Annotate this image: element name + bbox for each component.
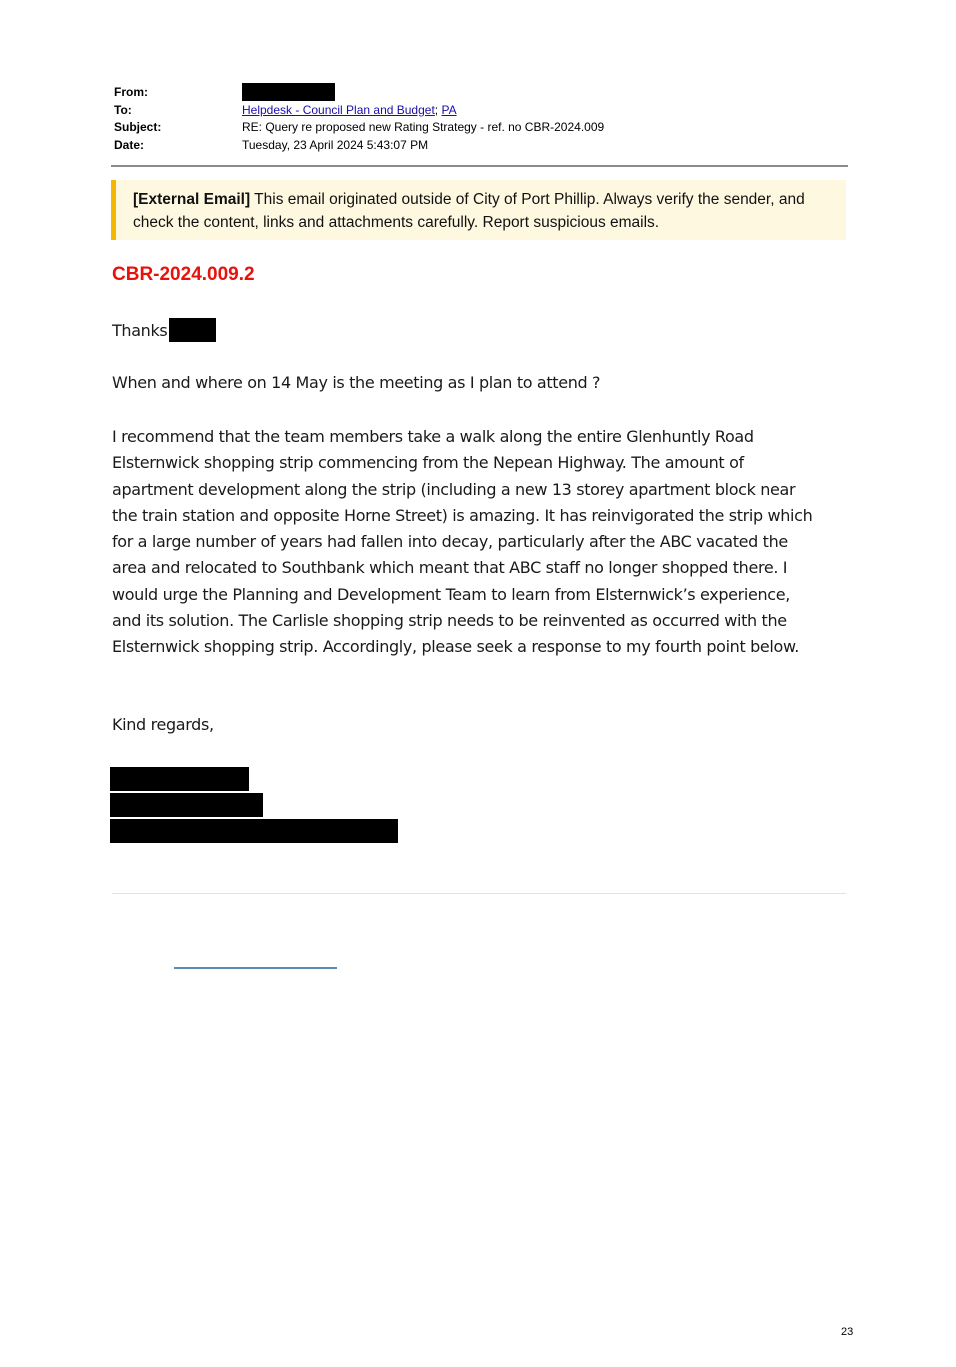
to-separator: ;	[434, 102, 442, 117]
footer-divider	[112, 893, 846, 894]
redacted-signature-line	[110, 819, 398, 843]
paragraph-line: and its solution. The Carlisle shopping strip needs to be reinvented as occurred with the	[112, 611, 787, 631]
banner-tag: [External Email]	[133, 191, 251, 208]
to-row	[114, 102, 848, 120]
sign-off: Kind regards,	[112, 715, 214, 734]
meeting-question: When and where on 14 May is the meeting as I plan to attend ?	[112, 373, 601, 392]
paragraph-line: the train station and opposite Horne Street) is amazing. It has reinvigorated the strip which	[112, 505, 813, 525]
date-label: Date:	[114, 137, 145, 152]
thanks-text: Thanks	[112, 321, 168, 340]
redacted-signature-line	[110, 793, 263, 817]
external-email-banner	[111, 180, 846, 240]
to-link-pa[interactable]: PA	[441, 102, 457, 117]
redacted-name	[169, 318, 216, 342]
recommendation-paragraph	[112, 424, 857, 661]
redacted-sender	[242, 83, 335, 101]
paragraph-line: area and relocated to Southbank which meant that ABC staff no longer shopped there. I	[112, 558, 788, 578]
footer-accent-line	[174, 967, 337, 969]
to-label: To:	[114, 102, 132, 117]
date-value: Tuesday, 23 April 2024 5:43:07 PM	[242, 137, 429, 152]
from-label: From:	[114, 85, 148, 99]
paragraph-line: Elsternwick shopping strip commencing from the Nepean Highway. The amount of	[112, 453, 744, 473]
redacted-signature-line	[110, 767, 249, 791]
date-row	[114, 137, 848, 155]
paragraph-line: Elsternwick shopping strip. Accordingly, please seek a response to my fourth point below.	[112, 637, 799, 657]
paragraph-line: apartment development along the strip (including a new 13 storey apartment block near	[112, 479, 796, 499]
banner-text: This email originated outside of City of Port Phillip. Always verify the sender, and check the content, links and attachments carefully. Report suspicious emails.	[133, 191, 805, 231]
paragraph-line: I recommend that the team members take a walk along the entire Glenhuntly Road	[112, 427, 754, 446]
thanks-line	[112, 319, 857, 343]
email-header	[114, 84, 848, 154]
page-number: 23	[841, 1326, 854, 1338]
from-row	[114, 84, 848, 102]
header-divider	[111, 165, 848, 167]
paragraph-line: would urge the Planning and Development Team to learn from Elsternwick’s experience,	[112, 584, 790, 604]
subject-label: Subject:	[114, 120, 162, 134]
to-link-helpdesk[interactable]: Helpdesk - Council Plan and Budget	[242, 102, 435, 117]
subject-value: RE: Query re proposed new Rating Strategy - ref. no CBR-2024.009	[242, 120, 605, 134]
paragraph-line: for a large number of years had fallen into decay, particularly after the ABC vacated the	[112, 532, 788, 552]
subject-row	[114, 119, 848, 137]
reference-number: CBR-2024.009.2	[112, 264, 255, 285]
